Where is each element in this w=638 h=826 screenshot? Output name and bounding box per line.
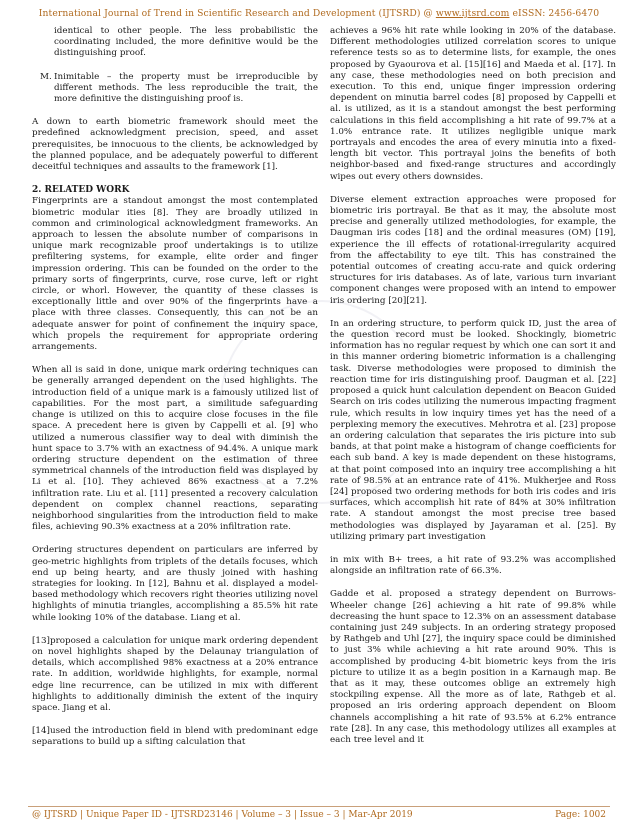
paragraph: [13]proposed a calculation for unique mark ordering dependent on novel highlights shaped by the Delaunay triangulation of details, which accomplished 98% exactness at a 20% entrance rate. In addition, worldwide highlights, for example, normal edge line recurrence, can be utilized in mix with different highlights to additionally diminish the extent of the inquiry space. Jiang et al. (32, 635, 318, 713)
paragraph: When all is said in done, unique mark ordering techniques can be generally arranged dependent on the used highlights. The introduction field of a unique mark is a famously utilized list of capabilities. For the most part, a similitude safeguarding change is utilized on this to acquire close focuses in the file space. A precedent here is given by Cappelli et al. [9] who utilized a numerous classifier way to deal with diminish the hunt space to 3.7% with an exactness of 94.4%. A unique mark ordering structure dependent on the estimation of three symmetrical channels of the introduction field was displayed by Li et al. [10]. They achieved 86% exactness at a 7.2% infiltration rate. Liu et al. [11] presented a recovery calculation dependent on complex channel reactions, separating neighborhood singularities from the introduction field to make files, achieving 90.3% exactness at a 20% infiltration rate. (32, 365, 318, 533)
paragraph: Ordering structures dependent on particulars are inferred by geo-metric highlights from triplets of the details focuses, which end up being hearty, and are thusly joined with hashing strategies for looking. In [12], Bahnu et al. displayed a model-based methodology which recovers right theories utilizing novel highlights of minutia triangles, accomplishing a 85.5% hit rate while looking 10% of the database. Liang et al. (32, 545, 318, 623)
list-item (32, 26, 318, 60)
page-footer (32, 810, 606, 820)
journal-header (0, 8, 638, 19)
right-column (330, 26, 616, 746)
section-heading: 2. RELATED WORK (32, 185, 130, 196)
paragraph: achieves a 96% hit rate while looking in 20% of the database. Different methodologies utilized correlation scores to unique reference tests so as to determine lists, for example, the ones proposed by Gyaourova et al. [15][16] and Maeda et al. [17]. In any case, these methodologies need on both precision and execution. To this end, unique finger impression ordering dependent on minutia barrel codes [8] proposed by Cappelli et al. is utilized, as it is a standout amongst the best performing calculations in this field accomplishing a hit rate of 99.7% at a 1.0% entrance rate. It utilizes negligible unique mark portrayals and encodes the area of every minutia into a fixed-length bit vector. This portrayal joins the benefits of both neighbor-based and fixed-range structures and accordingly wipes out every others downsides. (330, 26, 616, 182)
paragraph: in mix with B+ trees, a hit rate of 93.2% was accomplished alongside an infiltration rate of 66.3%. (330, 554, 616, 577)
footer-paper-info: @ IJTSRD | Unique Paper ID - IJTSRD23146 | Volume – 3 | Issue – 3 | Mar-Apr 2019 (32, 810, 413, 820)
list-item (32, 72, 318, 106)
property-list-intro (32, 26, 318, 60)
journal-title: International Journal of Trend in Scientific Research and Development (IJTSRD) @ (38, 8, 436, 19)
paragraph-intro: identical to other people. The less probabilistic the coordinating included, the more definitive would be the distinguishing proof. (54, 26, 318, 59)
list-item-label: M. (40, 71, 52, 82)
journal-url-link[interactable]: www.ijtsrd.com (435, 8, 510, 19)
property-list (32, 72, 318, 106)
left-column (32, 26, 318, 749)
list-item-text: Inimitable – the property must be irreproducible by different methods. The less reproducible the trait, the more definitive the distinguishing proof is. (54, 71, 318, 105)
paragraph: Fingerprints are a standout amongst the most contemplated biometric modular ities [8]. They are broadly utilized in common and criminological acknowledgment frameworks. An approach to lessen the absolute number of comparisons in unique mark recognizable proof undertakings is to utilize prefiltering systems, for example, elite order and finger impression ordering. This can be founded on the order to the primary sorts of fingerprints, curve, rose curve, left or right circle, or whorl. However, the quantity of these classes is exceptionally little and over 90% of the fingerprints have a place with three classes. Consequently, this can not be an adequate answer for point of confinement the inquiry space, which propels the requirement for appropriate ordering arrangements. (32, 196, 318, 353)
paragraph: [14]used the introduction field in blend with predominant edge separations to build up a sifting calculation that (32, 726, 318, 748)
footer-divider (28, 806, 610, 807)
list-item-label (32, 26, 54, 60)
paragraph: Gadde et al. proposed a strategy dependent on Burrows-Wheeler change [26] achieving a hit rate of 99.8% while decreasing the hunt space to 12.3% on an assessment database containing just 249 subjects. In an ordering strategy proposed by Rathgeb and Uhl [27], the inquiry space could be diminished to just 3% while achieving a hit rate around 90%. This is accomplished by producing 4-bit biometric keys from the iris picture to utilize it as a begin position in a Karnaugh map. Be that as it may, these outcomes oblige an extremely high stockpiling expense. All the more as of late, Rathgeb et al. proposed an iris ordering approach dependent on Bloom channels accomplishing a hit rate of 93.5% at 6.2% entrance rate [28]. In any case, this methodology utilizes all examples at each tree level and it (330, 589, 616, 745)
journal-issn: eISSN: 2456-6470 (509, 8, 600, 19)
page-number: Page: 1002 (555, 810, 606, 820)
paragraph: In an ordering structure, to perform quick ID, just the area of the question record must be looked. Shockingly, biometric information has no regular request by which one can sort it and in this manner ordering biometric information is a challenging task. Diverse methodologies were proposed to diminish the reaction time for iris distinguishing proof. Daugman et al. [22] proposed a quick hunt calculation dependent on Beacon Guided Search on iris codes utilizing the numerous impacting fragment rule, which results in low inquiry times yet has the need of a perplexing memory the executives. Mehrotra et al. [23] propose an ordering calculation that separates the iris picture into sub bands, at that point make a histogram of change coefficients for each sub band. A key is made dependent on these histograms, at that point composed into an inquiry tree accomplishing a hit rate of 98.5% at an entrance rate of 41%. Mukherjee and Ross [24] proposed two ordering methods for both iris codes and iris surfaces, which accomplish hit rate of 84% at 30% infiltration rate. A standout amongst the most precise tree based methodologies was displayed by Jayaraman et al. [25]. By utilizing primary part investigation (330, 318, 616, 542)
paragraph: Diverse element extraction approaches were proposed for biometric iris portrayal. Be that as it may, the absolute most precise and generally utilized methodologies, for example, the Daugman iris codes [18] and the ordinal measures (OM) [19], experience the ill effects of rotational-irregularity acquired from the affectability to eye tilt. This has constrained the potential outcomes of creating accu-rate and quick ordering structures for iris databases. As of late, various turn invariant component changes were proposed with an intend to empower iris ordering [20][21]. (330, 194, 616, 306)
paragraph: A down to earth biometric framework should meet the predefined acknowledgment precision, speed, and asset prerequisites, be innocuous to the clients, be acknowledged by the planned populace, and be adequately powerful to different deceitful techniques and assaults to the framework [1]. (32, 117, 318, 173)
